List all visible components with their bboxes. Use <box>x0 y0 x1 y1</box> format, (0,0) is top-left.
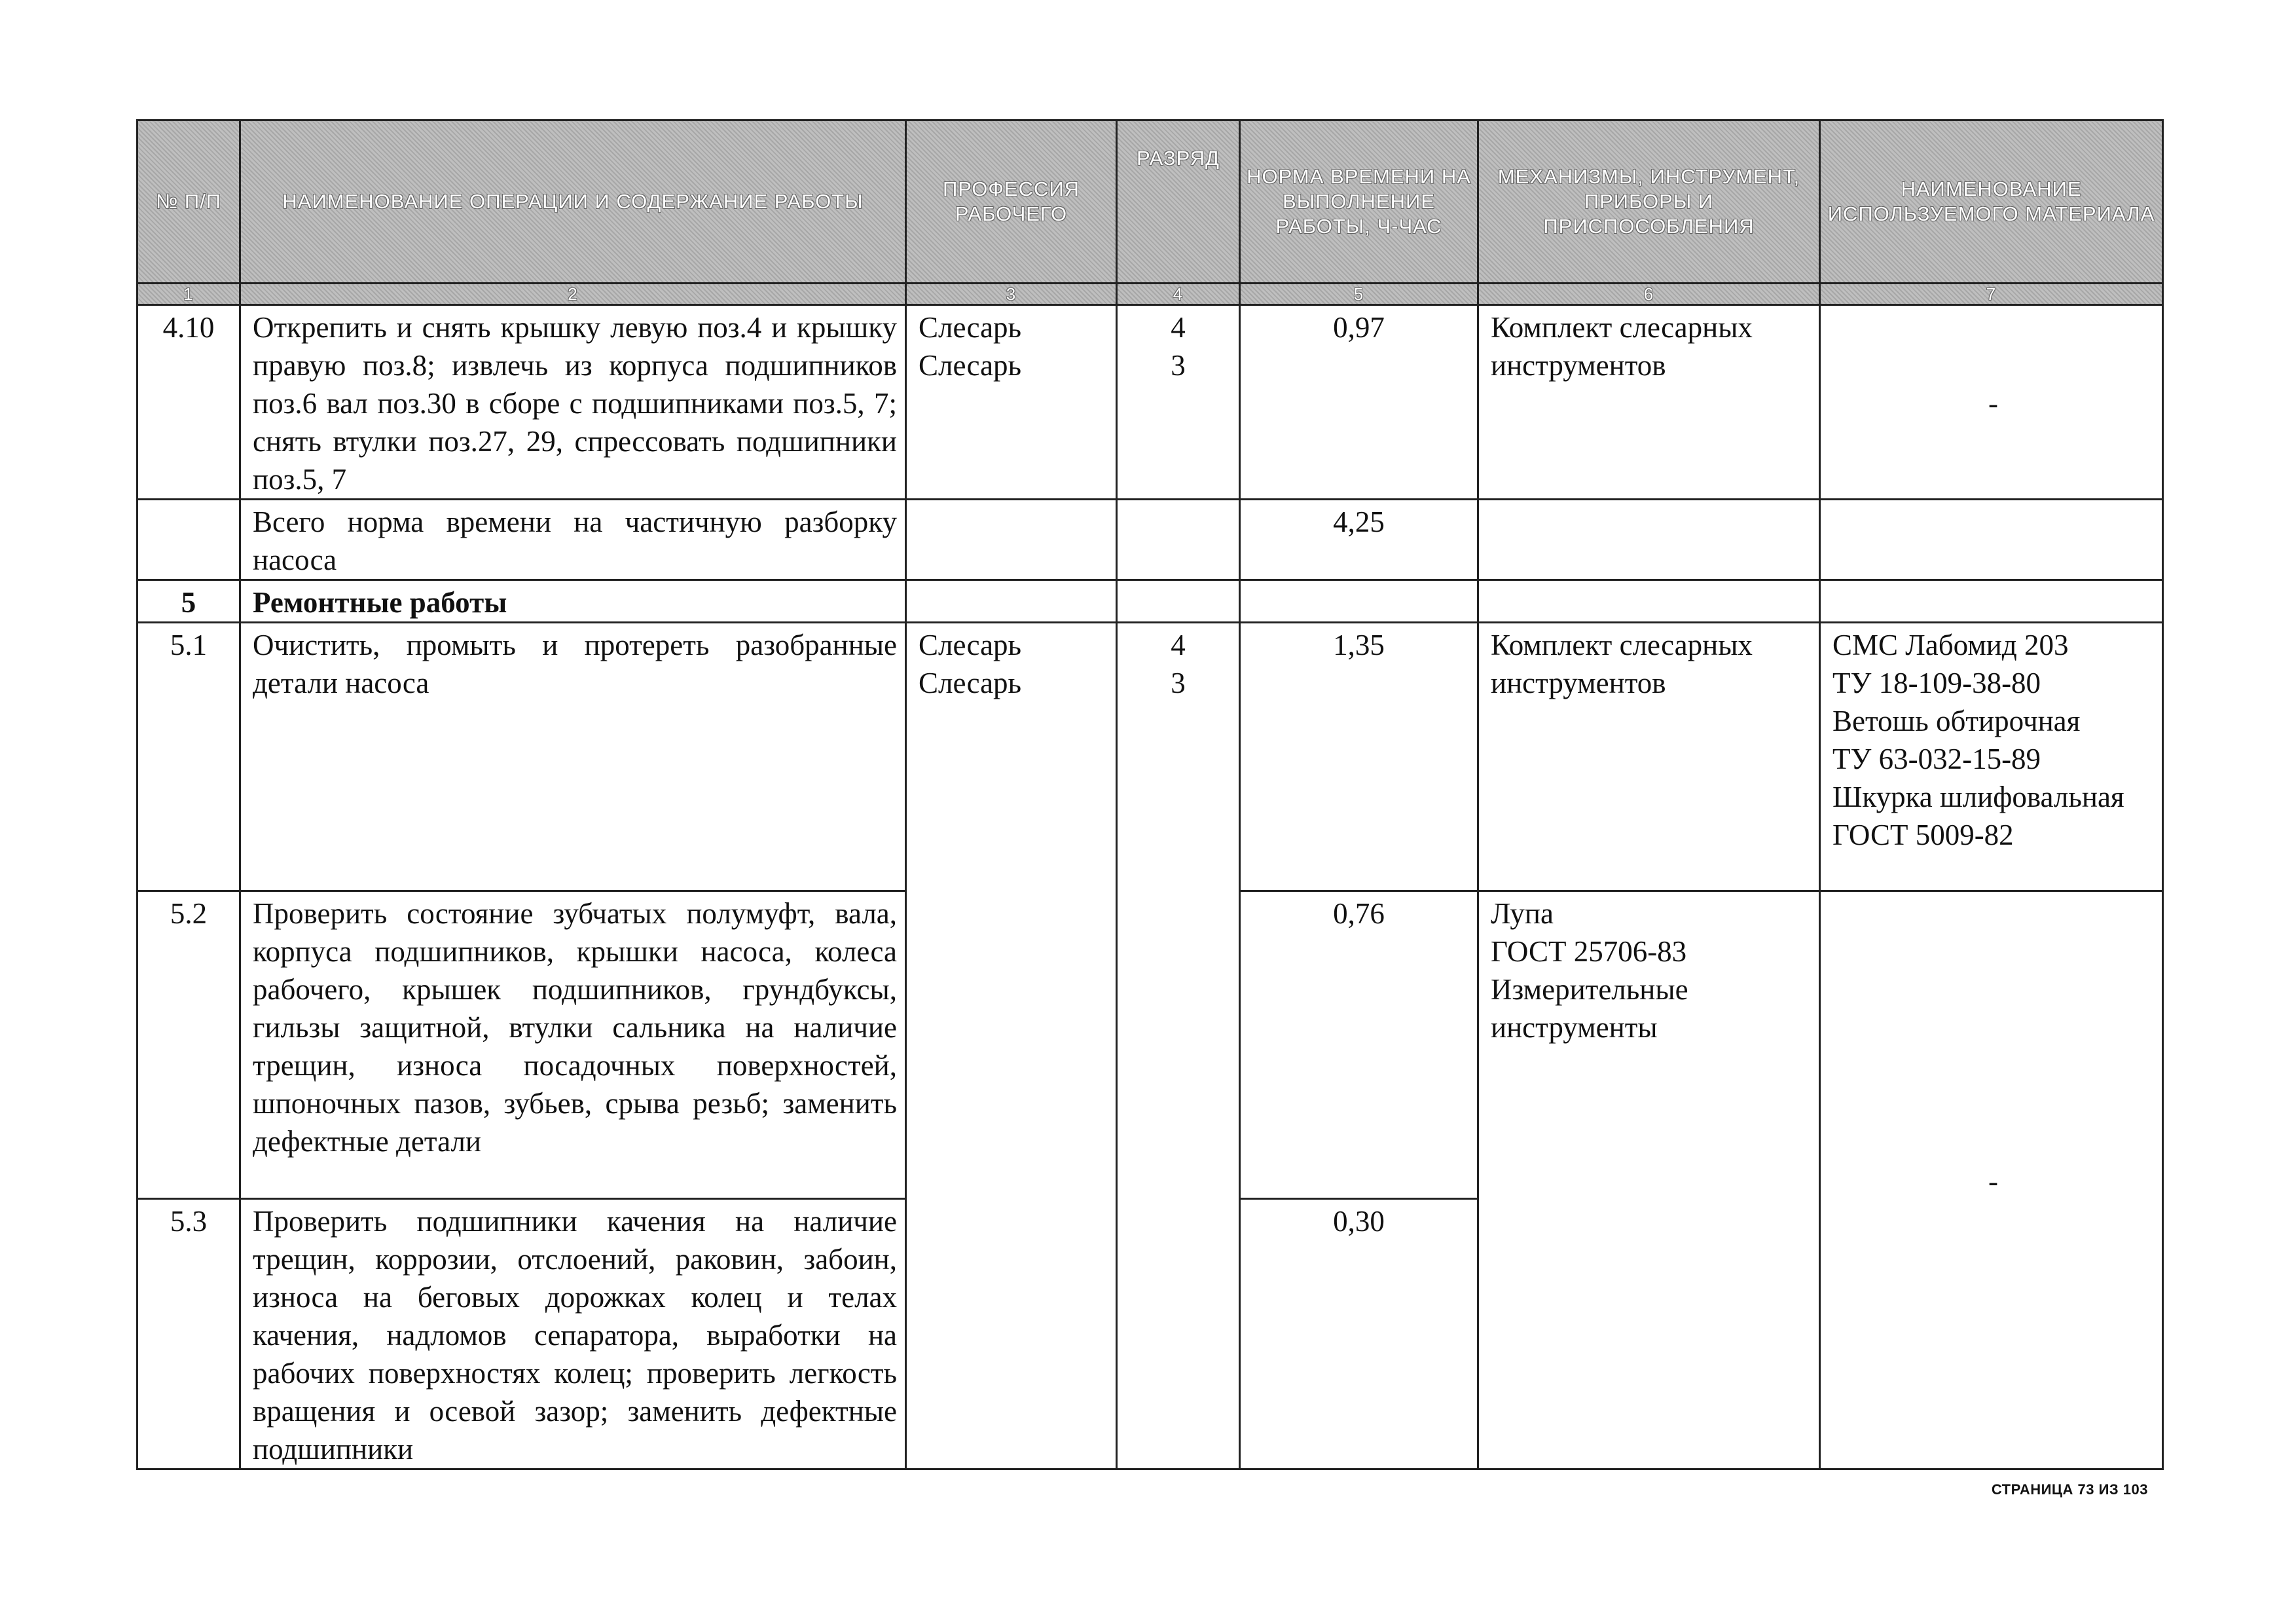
header-rank: РАЗРЯД <box>1117 120 1240 284</box>
column-number: 5 <box>1240 284 1478 305</box>
material-text: - <box>1820 891 2163 1469</box>
material-cell <box>1820 500 2163 580</box>
header-material: НАИМЕНОВАНИЕ ИСПОЛЬЗУЕМОГО МАТЕРИАЛА <box>1820 120 2163 284</box>
rank-cell <box>1117 580 1240 623</box>
column-number: 2 <box>240 284 906 305</box>
operation-text: Проверить состояние зубчатых полумуфт, вала, корпуса подшипников, крышки насоса, колеса рабочего, крышек подшипников, грундбуксы, гильзы защитной, втулки сальника на наличие трещин, износа посадочных поверхностей, шпоночных пазов, зубьев, срыва резьб; заменить дефектные детали <box>240 891 906 1199</box>
rank-cell <box>1117 500 1240 580</box>
tools-text: Комплект слесарных инструментов <box>1478 305 1820 500</box>
section-row <box>137 580 2163 623</box>
operations-table <box>136 119 2164 1470</box>
header-profession: ПРОФЕССИЯ РАБОЧЕГО <box>906 120 1117 284</box>
norm-value: 4,25 <box>1240 500 1478 580</box>
column-number: 6 <box>1478 284 1820 305</box>
material-cell <box>1820 580 2163 623</box>
material-text: Шкурка шлифовальная <box>1832 781 2124 813</box>
column-number: 7 <box>1820 284 2163 305</box>
profession-cell <box>906 580 1117 623</box>
header-tools: МЕХАНИЗМЫ, ИНСТРУМЕНТ, ПРИБОРЫ И ПРИСПОСОБЛЕНИЯ <box>1478 120 1820 284</box>
rank-cell <box>1117 623 1240 1469</box>
tools-text: Комплект слесарных инструментов <box>1478 623 1820 891</box>
rank-cell <box>1117 305 1240 500</box>
tools-cell <box>1478 500 1820 580</box>
header-row <box>137 120 2163 284</box>
profession-text: Слесарь <box>919 349 1022 382</box>
rank-text: 3 <box>1171 349 1186 382</box>
profession-text: Слесарь <box>919 629 1022 661</box>
section-number: 5 <box>137 580 240 623</box>
rank-text: 4 <box>1171 629 1186 661</box>
operation-text: Проверить подшипники качения на наличие трещин, коррозии, отслоений, раковин, забоин, износа на беговых дорожках колец и телах качения, надломов сепаратора, выработки на рабочих поверхностях колец; проверить легкость вращения и осевой зазор; заменить дефектные подшипники <box>240 1199 906 1469</box>
row-number: 5.3 <box>137 1199 240 1469</box>
table-row <box>137 623 2163 891</box>
material-text: ГОСТ 5009-82 <box>1832 819 2014 851</box>
norm-value: 0,30 <box>1240 1199 1478 1469</box>
tools-text: Лупа <box>1491 897 1554 930</box>
tools-text: инструменты <box>1491 1011 1658 1044</box>
tools-text: Измерительные <box>1491 973 1688 1006</box>
material-text: ТУ 63-032-15-89 <box>1832 743 2041 775</box>
profession-cell <box>906 305 1117 500</box>
row-number <box>137 500 240 580</box>
material-text: Ветошь обтирочная <box>1832 705 2081 737</box>
header-norm: НОРМА ВРЕМЕНИ НА ВЫПОЛНЕНИЕ РАБОТЫ, Ч-ЧАС <box>1240 120 1478 284</box>
profession-text: Слесарь <box>919 311 1022 344</box>
table-row <box>137 305 2163 500</box>
norm-value: 0,97 <box>1240 305 1478 500</box>
header-num: № П/П <box>137 120 240 284</box>
rank-text: 3 <box>1171 667 1186 699</box>
column-number: 1 <box>137 284 240 305</box>
material-text: ТУ 18-109-38-80 <box>1832 667 2041 699</box>
row-number: 5.1 <box>137 623 240 891</box>
profession-cell <box>906 623 1117 1469</box>
header-operation: НАИМЕНОВАНИЕ ОПЕРАЦИИ И СОДЕРЖАНИЕ РАБОТЫ <box>240 120 906 284</box>
norm-value: 1,35 <box>1240 623 1478 891</box>
table-row-total <box>137 500 2163 580</box>
profession-cell <box>906 500 1117 580</box>
rank-text: 4 <box>1171 311 1186 344</box>
operation-text: Очистить, промыть и протереть разобранные детали насоса <box>240 623 906 891</box>
tools-text: ГОСТ 25706-83 <box>1491 935 1687 968</box>
section-title: Ремонтные работы <box>240 580 906 623</box>
operation-text: Всего норма времени на частичную разборку насоса <box>240 500 906 580</box>
page-counter: СТРАНИЦА 73 ИЗ 103 <box>1991 1481 2148 1498</box>
column-number: 4 <box>1117 284 1240 305</box>
profession-text: Слесарь <box>919 667 1022 699</box>
material-text: - <box>1820 305 2163 500</box>
operation-text: Открепить и снять крышку левую поз.4 и крышку правую поз.8; извлечь из корпуса подшипников поз.6 вал поз.30 в сборе с подшипниками поз.5, 7; снять втулки поз.27, 29, спрессовать подшипники поз.5, 7 <box>240 305 906 500</box>
row-number: 5.2 <box>137 891 240 1199</box>
column-number: 3 <box>906 284 1117 305</box>
material-text: СМС Лабомид 203 <box>1832 629 2069 661</box>
norm-cell <box>1240 580 1478 623</box>
row-number: 4.10 <box>137 305 240 500</box>
column-number-row <box>137 284 2163 305</box>
tools-cell <box>1478 580 1820 623</box>
norm-value: 0,76 <box>1240 891 1478 1199</box>
material-cell <box>1820 623 2163 891</box>
tools-cell <box>1478 891 1820 1469</box>
